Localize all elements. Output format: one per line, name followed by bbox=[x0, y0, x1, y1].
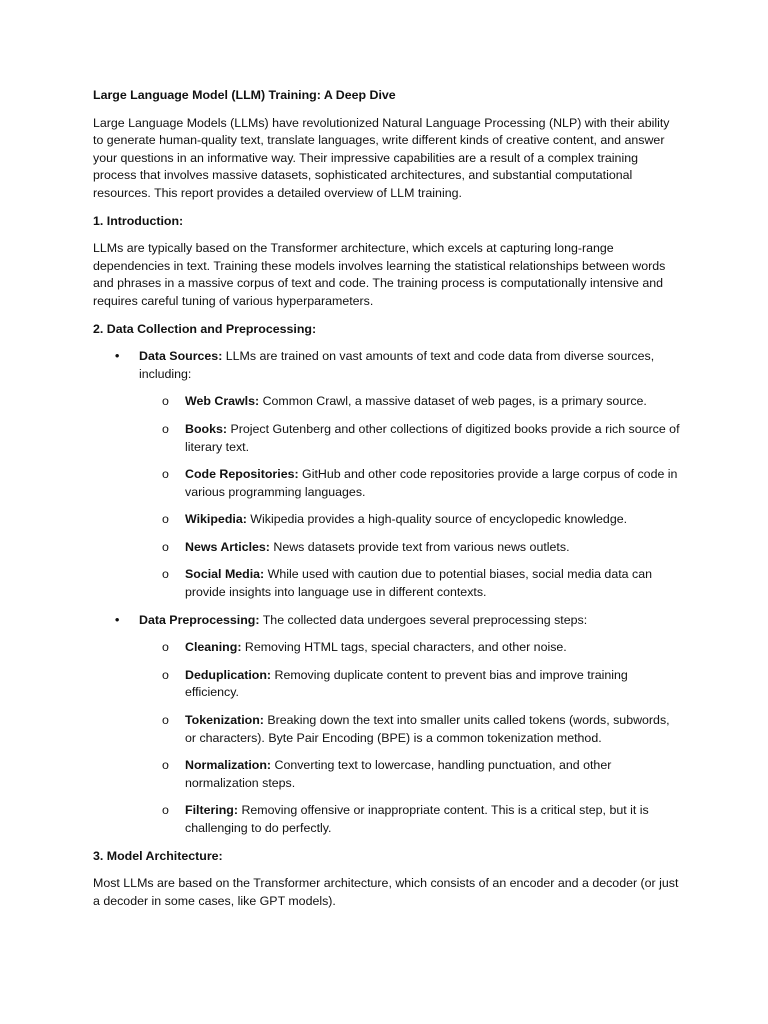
source-item-books bbox=[139, 421, 680, 456]
source-text: While used with caution due to potential biases, social media data can provide insights into language use in different contexts. bbox=[185, 567, 652, 600]
step-text: Converting text to lowercase, handling punctuation, and other normalization steps. bbox=[185, 758, 612, 790]
sub-bullet-marker: o bbox=[162, 758, 169, 773]
data-preprocessing-item bbox=[93, 612, 680, 838]
sub-bullet-marker: o bbox=[162, 394, 169, 409]
source-label: Web Crawls: bbox=[185, 394, 260, 409]
source-label: Books: bbox=[185, 421, 227, 436]
step-item-deduplication bbox=[139, 667, 680, 702]
source-item-code-repositories bbox=[139, 466, 680, 501]
step-item-normalization bbox=[139, 757, 680, 792]
bullet-marker: • bbox=[115, 612, 120, 627]
source-item-social-media bbox=[139, 566, 680, 601]
data-sources-item bbox=[93, 348, 680, 602]
preprocessing-sublist bbox=[139, 639, 680, 837]
sub-bullet-marker: o bbox=[162, 713, 169, 728]
step-item-filtering bbox=[139, 802, 680, 837]
step-text: Removing HTML tags, special characters, and other noise. bbox=[241, 640, 567, 655]
section-3-heading: 3. Model Architecture: bbox=[93, 848, 223, 863]
section-2-heading: 2. Data Collection and Preprocessing: bbox=[93, 321, 317, 336]
sub-bullet-marker: o bbox=[162, 421, 169, 436]
step-label: Tokenization: bbox=[185, 713, 264, 728]
source-label: News Articles: bbox=[185, 539, 270, 554]
source-text: Project Gutenberg and other collections of digitized books provide a rich source of literary text. bbox=[185, 421, 680, 454]
sub-bullet-marker: o bbox=[162, 539, 169, 554]
source-text: Wikipedia provides a high-quality source of encyclopedic knowledge. bbox=[246, 512, 628, 527]
step-item-tokenization bbox=[139, 712, 680, 747]
section-1-heading: 1. Introduction: bbox=[93, 213, 184, 228]
data-preprocessing-label: Data Preprocessing: bbox=[139, 612, 260, 627]
sub-bullet-marker: o bbox=[162, 667, 169, 682]
sub-bullet-marker: o bbox=[162, 803, 169, 818]
sub-bullet-marker: o bbox=[162, 640, 169, 655]
section-1-paragraph: LLMs are typically based on the Transformer architecture, which excels at capturing long-range dependencies in text. Training these models involves learning the statistical relationships between words and phrases in a massive corpus of text and code. The training process is computationally intensive and requires careful tuning of various hyperparameters. bbox=[93, 241, 666, 308]
step-text: Removing offensive or inappropriate content. This is a critical step, but it is challenging to do perfectly. bbox=[185, 803, 649, 835]
data-preprocessing-text: The collected data undergoes several preprocessing steps: bbox=[259, 612, 588, 627]
step-item-cleaning bbox=[139, 639, 680, 657]
document-title: Large Language Model (LLM) Training: A Deep Dive bbox=[93, 88, 396, 102]
data-sources-label: Data Sources: bbox=[139, 349, 223, 364]
sub-bullet-marker: o bbox=[162, 512, 169, 527]
data-sources-text: LLMs are trained on vast amounts of text and code data from diverse sources, including: bbox=[139, 349, 655, 381]
step-label: Cleaning: bbox=[185, 640, 242, 655]
sub-bullet-marker: o bbox=[162, 567, 169, 582]
sub-bullet-marker: o bbox=[162, 467, 169, 482]
step-label: Deduplication: bbox=[185, 667, 272, 682]
step-label: Filtering: bbox=[185, 803, 238, 818]
intro-paragraph: Large Language Models (LLMs) have revolutionized Natural Language Processing (NLP) with their ability to generate human-quality text, translate languages, write different kinds of creative content, and answer your questions in an informative way. Their impressive capabilities are a result of a complex training process that involves massive datasets, sophisticated architectures, and substantial computational resources. This report provides a detailed overview of LLM training. bbox=[93, 115, 670, 200]
step-label: Normalization: bbox=[185, 758, 272, 773]
data-sources-sublist bbox=[139, 393, 680, 601]
source-text: News datasets provide text from various news outlets. bbox=[269, 539, 570, 554]
section-2-list bbox=[93, 348, 680, 837]
source-item-web-crawls bbox=[139, 393, 680, 411]
source-text: Common Crawl, a massive dataset of web pages, is a primary source. bbox=[259, 394, 647, 409]
section-3-paragraph: Most LLMs are based on the Transformer architecture, which consists of an encoder and a decoder (or just a decoder in some cases, like GPT models). bbox=[93, 876, 679, 908]
source-label: Social Media: bbox=[185, 567, 265, 582]
source-item-wikipedia bbox=[139, 511, 680, 529]
step-text: Removing duplicate content to prevent bias and improve training efficiency. bbox=[185, 667, 628, 700]
source-label: Code Repositories: bbox=[185, 467, 299, 482]
source-text: GitHub and other code repositories provide a large corpus of code in various programming languages. bbox=[185, 467, 678, 499]
step-text: Breaking down the text into smaller units called tokens (words, subwords, or characters). Byte Pair Encoding (BPE) is a common tokenization method. bbox=[185, 713, 670, 745]
source-item-news-articles bbox=[139, 539, 680, 557]
source-label: Wikipedia: bbox=[185, 512, 247, 527]
bullet-marker: • bbox=[115, 349, 120, 364]
